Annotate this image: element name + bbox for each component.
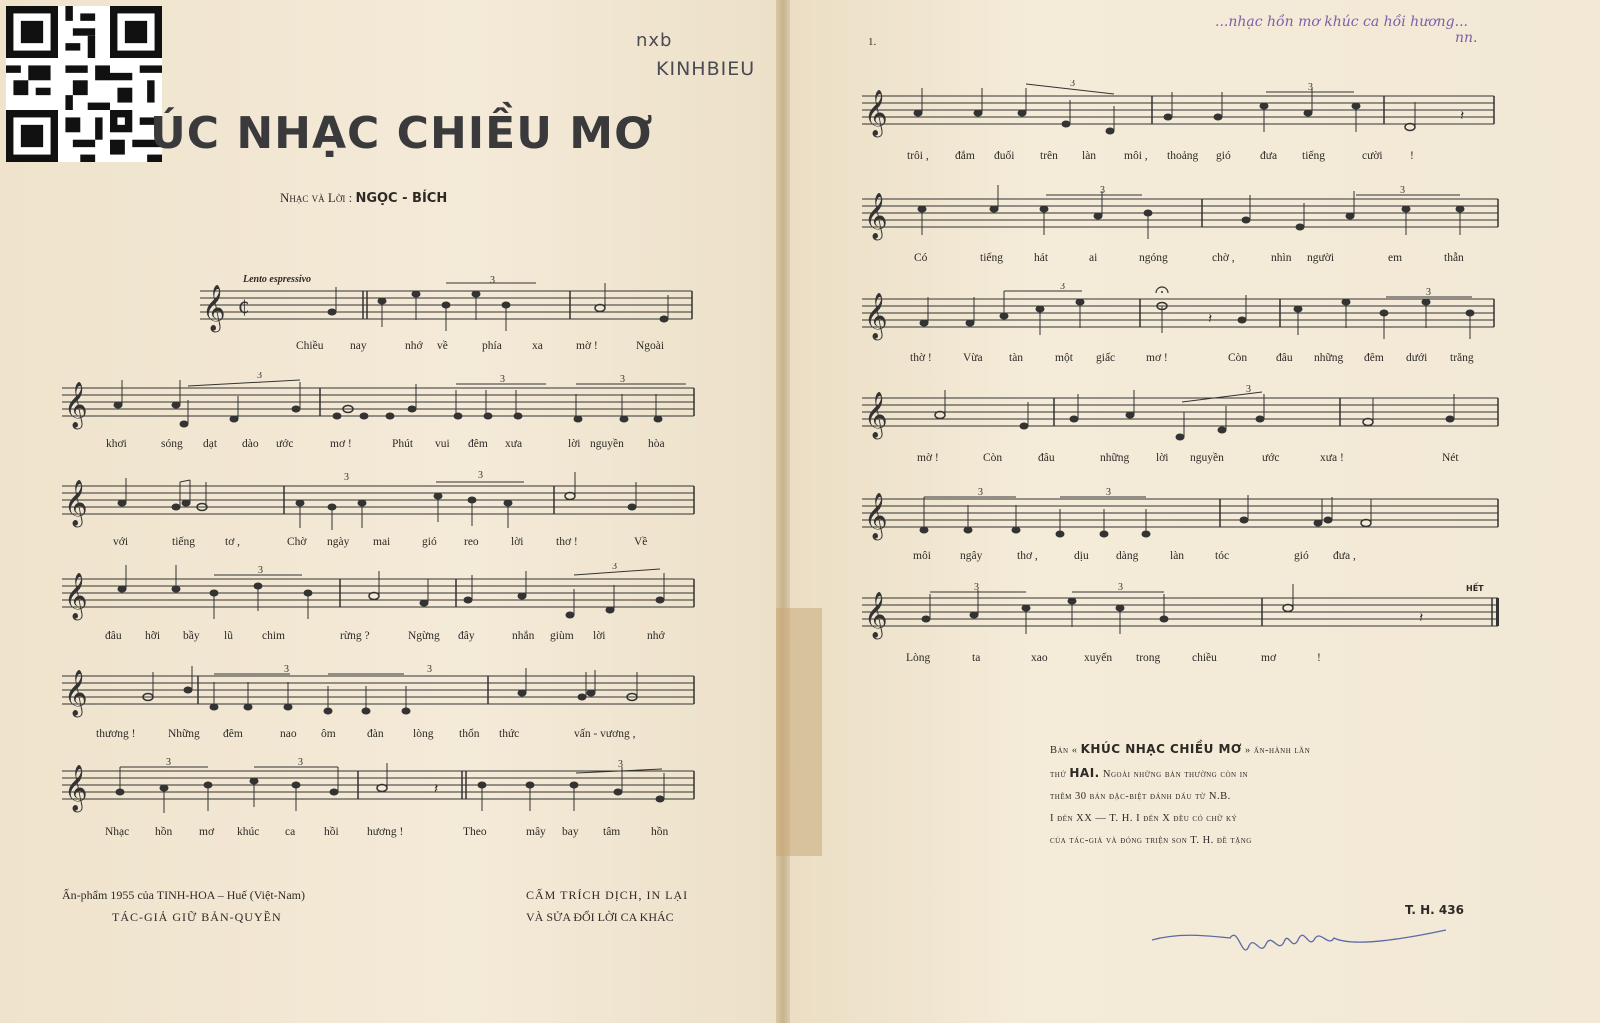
lyric: nguyền bbox=[590, 438, 624, 450]
lyric: lời bbox=[1156, 452, 1169, 464]
staff-system-5 bbox=[62, 660, 698, 720]
svg-text:3: 3 bbox=[974, 582, 979, 593]
lyric: giấc bbox=[1096, 352, 1116, 364]
publisher-stamp: KINHBIEU bbox=[656, 58, 756, 80]
catalog-number: T. H. 436 bbox=[1405, 903, 1464, 917]
svg-text:𝄞: 𝄞 bbox=[864, 592, 888, 638]
lyric: gió bbox=[1294, 550, 1309, 562]
lyric: chim bbox=[262, 630, 285, 642]
lyric: đuối bbox=[994, 150, 1015, 162]
notice-line-3: thêm 30 bản đặc-biệt đánh dấu từ N.B. bbox=[1050, 791, 1231, 802]
svg-text:3: 3 bbox=[298, 757, 303, 768]
lyric: làn bbox=[1170, 550, 1185, 562]
lyric: xưa bbox=[505, 438, 523, 450]
lyric: vấn - vương , bbox=[574, 728, 636, 740]
lyric: đâu bbox=[1276, 352, 1293, 364]
lyric: môi , bbox=[1124, 150, 1148, 162]
lyric: hát bbox=[1034, 252, 1049, 264]
svg-text:3: 3 bbox=[620, 374, 625, 385]
lyric: nao bbox=[280, 728, 297, 740]
svg-text:3: 3 bbox=[500, 374, 505, 385]
lyric: Nhạc bbox=[105, 826, 130, 838]
copyright-notice: TÁC-GIẢ GIỮ BẢN-QUYỀN bbox=[112, 910, 282, 924]
lyric: đâu bbox=[105, 630, 122, 642]
lyric: bay bbox=[562, 826, 579, 838]
lyric: mờ ! bbox=[917, 452, 939, 464]
lyric: về bbox=[437, 340, 448, 352]
lyric: xa bbox=[532, 340, 543, 352]
svg-text:𝄞: 𝄞 bbox=[864, 493, 888, 539]
svg-text:𝄞: 𝄞 bbox=[864, 293, 888, 339]
staff-system-4 bbox=[62, 563, 698, 623]
lyric: một bbox=[1055, 352, 1073, 364]
lyric: thờ ! bbox=[910, 352, 932, 364]
lyric: khúc bbox=[237, 826, 260, 838]
lyric: Lòng bbox=[906, 652, 931, 664]
lyric: lòng bbox=[413, 728, 434, 740]
lyric: dưới bbox=[1406, 352, 1428, 364]
lyric: với bbox=[113, 536, 129, 548]
lyric: mơ ! bbox=[330, 438, 352, 450]
staff bbox=[62, 470, 698, 530]
notice-line-4: I đến XX — T. H. I đến X đều có chữ ký bbox=[1050, 813, 1238, 824]
lyric: mơ bbox=[1261, 652, 1277, 664]
lyric: ! bbox=[1410, 150, 1414, 162]
lyric: gió bbox=[1216, 150, 1231, 162]
handwritten-note bbox=[1215, 14, 1477, 46]
svg-text:3: 3 bbox=[478, 470, 483, 481]
lyric: làn bbox=[1082, 150, 1097, 162]
lyric: bầy bbox=[183, 630, 200, 642]
lyric: người bbox=[1307, 252, 1335, 264]
lyric: khơi bbox=[106, 438, 127, 450]
lyric: ngây bbox=[960, 550, 983, 562]
lyric: dịu bbox=[1074, 550, 1089, 562]
lyric: thẫn bbox=[1444, 252, 1464, 264]
lyric: mơ bbox=[199, 826, 215, 838]
lyric: nhắn bbox=[512, 630, 535, 642]
lyric: hồn bbox=[651, 826, 669, 838]
notice-line-2: thứ HAI. Ngoài những bản thường còn in bbox=[1050, 766, 1249, 780]
lyric: môi bbox=[913, 550, 931, 562]
svg-text:𝄞: 𝄞 bbox=[64, 382, 88, 428]
staff bbox=[862, 582, 1502, 642]
lyric: hồi bbox=[324, 826, 339, 838]
lyric: trôi , bbox=[907, 150, 929, 162]
lyric: tâm bbox=[603, 826, 621, 838]
lyric: tóc bbox=[1215, 550, 1230, 562]
svg-text:3: 3 bbox=[257, 372, 262, 381]
tape-strip bbox=[776, 608, 822, 856]
lyric: thức bbox=[499, 728, 520, 740]
lyric: tiếng bbox=[172, 536, 195, 548]
lyric: ca bbox=[285, 826, 296, 838]
svg-text:𝄽: 𝄽 bbox=[1208, 312, 1213, 327]
lyric: trên bbox=[1040, 150, 1058, 162]
lyric: nhìn bbox=[1271, 252, 1292, 264]
lyric: ! bbox=[1317, 652, 1321, 664]
page-number: 1. bbox=[868, 36, 877, 48]
svg-text:3: 3 bbox=[1426, 287, 1431, 298]
lyric: tiếng bbox=[1302, 150, 1325, 162]
svg-text:𝄽: 𝄽 bbox=[434, 782, 439, 797]
staff bbox=[862, 80, 1498, 140]
lyric: đêm bbox=[1364, 352, 1384, 364]
lyric: Chờ bbox=[287, 536, 307, 548]
staff bbox=[62, 563, 698, 623]
svg-text:𝄞: 𝄞 bbox=[64, 480, 88, 526]
lyric: tàn bbox=[1009, 352, 1024, 364]
svg-text:3: 3 bbox=[618, 759, 623, 770]
lyric: trăng bbox=[1450, 352, 1474, 364]
staff-system-2 bbox=[62, 372, 698, 432]
staff bbox=[862, 483, 1502, 543]
staff bbox=[62, 755, 698, 815]
svg-text:𝄽: 𝄽 bbox=[1460, 109, 1465, 124]
svg-text:3: 3 bbox=[978, 487, 983, 498]
svg-text:3: 3 bbox=[612, 563, 617, 572]
lyric: đưa , bbox=[1333, 550, 1356, 562]
song-title: ÚC NHẠC CHIỀU MƠ bbox=[150, 108, 654, 159]
lyric: Ngoài bbox=[636, 340, 665, 352]
lyric: Chiều bbox=[296, 340, 324, 352]
staff bbox=[862, 382, 1502, 442]
notice-line-5: của tác-giả và đóng triện son T. H. đề tặng bbox=[1050, 835, 1252, 846]
lyric: thơ , bbox=[1017, 550, 1038, 562]
lyric: đêm bbox=[223, 728, 243, 740]
lyric: Còn bbox=[1228, 352, 1248, 364]
lyric: vui bbox=[435, 438, 450, 450]
staff bbox=[200, 275, 695, 335]
lyric: Về bbox=[634, 536, 648, 548]
svg-text:3: 3 bbox=[344, 472, 349, 483]
svg-text:3: 3 bbox=[1106, 487, 1111, 498]
svg-text:𝄞: 𝄞 bbox=[864, 193, 888, 239]
lyric: tơ , bbox=[225, 536, 241, 548]
lyric: những bbox=[1100, 452, 1130, 464]
svg-text:3: 3 bbox=[1060, 283, 1065, 292]
staff bbox=[862, 183, 1502, 243]
lyric: ta bbox=[972, 652, 981, 664]
lyric: Có bbox=[914, 252, 928, 264]
svg-text:𝄽: 𝄽 bbox=[1419, 611, 1424, 626]
lyric: lời bbox=[568, 438, 581, 450]
svg-text:3: 3 bbox=[166, 757, 171, 768]
lyric: em bbox=[1388, 252, 1403, 264]
staff bbox=[62, 372, 698, 432]
handwritten-note-line-1: ...nhạc hồn mơ khúc ca hồi hương... bbox=[1215, 14, 1468, 30]
lyric: dào bbox=[242, 438, 259, 450]
lyric: Còn bbox=[983, 452, 1003, 464]
lyric: mơ ! bbox=[1146, 352, 1168, 364]
svg-text:𝄞: 𝄞 bbox=[864, 90, 888, 136]
lyric: chiều bbox=[1192, 652, 1217, 664]
lyric: lời bbox=[593, 630, 606, 642]
publisher-label: nxb bbox=[636, 30, 673, 51]
lyric: dàng bbox=[1116, 550, 1139, 562]
lyric: đàn bbox=[367, 728, 384, 740]
staff-system-9 bbox=[862, 283, 1502, 343]
qr-code bbox=[6, 6, 162, 162]
lyric: rừng ? bbox=[340, 630, 370, 642]
lyric: thổn bbox=[459, 728, 480, 740]
lyric: phía bbox=[482, 340, 502, 352]
lyric: đêm bbox=[468, 438, 488, 450]
lyric: xưa ! bbox=[1320, 452, 1344, 464]
tempo-marking: Lento espressivo bbox=[243, 274, 312, 285]
staff-system-12 bbox=[862, 582, 1502, 642]
staff-system-11 bbox=[862, 483, 1502, 543]
lyric: ước bbox=[276, 438, 294, 450]
lyric: tiếng bbox=[980, 252, 1003, 264]
lyric: Ngừng bbox=[408, 630, 440, 642]
notice-line-1: Bản « KHÚC NHẠC CHIỀU MƠ » ấn-hành lần bbox=[1050, 742, 1311, 756]
lyric: đâu bbox=[1038, 452, 1055, 464]
lyric: ngày bbox=[327, 536, 350, 548]
lyric: mai bbox=[373, 536, 391, 548]
staff-system-7 bbox=[862, 80, 1498, 140]
lyric: ai bbox=[1089, 252, 1098, 264]
svg-text:𝄞: 𝄞 bbox=[864, 392, 888, 438]
edition-notice bbox=[1050, 738, 1330, 852]
svg-text:3: 3 bbox=[427, 664, 432, 675]
lyric: xao bbox=[1031, 652, 1048, 664]
lyric: đây bbox=[458, 630, 475, 642]
prohibition-line-1: CẤM TRÍCH DỊCH, IN LẠI bbox=[526, 888, 689, 902]
author-name: NGỌC - BÍCH bbox=[355, 191, 448, 206]
svg-text:3: 3 bbox=[1118, 582, 1123, 593]
staff bbox=[62, 660, 698, 720]
svg-text:3: 3 bbox=[1400, 185, 1405, 196]
lyric: thơ ! bbox=[556, 536, 578, 548]
svg-text:𝄞: 𝄞 bbox=[202, 285, 226, 331]
prohibition-line-2: VÀ SỬA ĐỔI LỜI CA KHÁC bbox=[526, 910, 674, 924]
svg-text:3: 3 bbox=[1246, 384, 1251, 395]
lyric: Những bbox=[168, 728, 200, 740]
lyric: hồn bbox=[155, 826, 173, 838]
svg-text:𝄞: 𝄞 bbox=[64, 765, 88, 811]
lyric: mây bbox=[526, 826, 546, 838]
staff bbox=[862, 283, 1502, 343]
lyric: những bbox=[1314, 352, 1344, 364]
lyric: trong bbox=[1136, 652, 1161, 664]
staff-system-8 bbox=[862, 183, 1502, 243]
lyric: chờ , bbox=[1212, 252, 1235, 264]
lyric: mờ ! bbox=[576, 340, 598, 352]
staff-system-10 bbox=[862, 382, 1502, 442]
page-fold bbox=[776, 0, 790, 1023]
publication-info: Ấn-phẩm 1955 của TINH-HOA – Huế (Việt-Nam) bbox=[62, 888, 305, 902]
lyric: Nét bbox=[1442, 452, 1459, 464]
lyric: Theo bbox=[463, 826, 487, 838]
lyric: đưa bbox=[1260, 150, 1278, 162]
svg-text:3: 3 bbox=[490, 275, 495, 286]
svg-text:𝄞: 𝄞 bbox=[64, 573, 88, 619]
author-line bbox=[280, 190, 447, 206]
staff-system-1 bbox=[200, 275, 695, 335]
lyric: lời bbox=[511, 536, 524, 548]
lyric: lũ bbox=[224, 630, 233, 642]
lyric: nguyền bbox=[1190, 452, 1224, 464]
lyric: Vừa bbox=[963, 352, 983, 364]
svg-text:3: 3 bbox=[1070, 80, 1075, 89]
svg-text:3: 3 bbox=[284, 664, 289, 675]
lyric: nhớ bbox=[647, 630, 665, 642]
svg-text:3: 3 bbox=[1100, 185, 1105, 196]
svg-text:𝄞: 𝄞 bbox=[64, 670, 88, 716]
lyric: xuyến bbox=[1084, 652, 1113, 664]
signature-icon bbox=[1150, 918, 1450, 968]
lyric: gió bbox=[422, 536, 437, 548]
lyric: sóng bbox=[161, 438, 183, 450]
lyric: Phút bbox=[392, 438, 414, 450]
staff-system-6 bbox=[62, 755, 698, 815]
end-mark: HẾT bbox=[1466, 584, 1484, 593]
lyric: giùm bbox=[550, 630, 574, 642]
lyric: ôm bbox=[321, 728, 336, 740]
svg-text:3: 3 bbox=[1308, 82, 1313, 93]
svg-text:₵: ₵ bbox=[238, 297, 250, 318]
lyric: hỡi bbox=[145, 630, 161, 642]
handwritten-note-line-2: nn. bbox=[1455, 30, 1478, 46]
lyric: ước bbox=[1262, 452, 1280, 464]
svg-text:3: 3 bbox=[258, 565, 263, 576]
lyric: nhớ bbox=[405, 340, 423, 352]
lyric: thoảng bbox=[1167, 150, 1199, 162]
lyric: đắm bbox=[955, 150, 975, 162]
lyric: hòa bbox=[648, 438, 665, 450]
lyric: thương ! bbox=[96, 728, 136, 740]
lyric: ngóng bbox=[1139, 252, 1168, 264]
lyric: nay bbox=[350, 340, 367, 352]
lyric: dạt bbox=[203, 438, 218, 450]
lyric: reo bbox=[464, 536, 479, 548]
staff-system-3 bbox=[62, 470, 698, 530]
lyric: cười bbox=[1362, 150, 1383, 162]
author-label: Nhạc và Lời : bbox=[280, 190, 353, 205]
lyric: hương ! bbox=[367, 826, 404, 838]
